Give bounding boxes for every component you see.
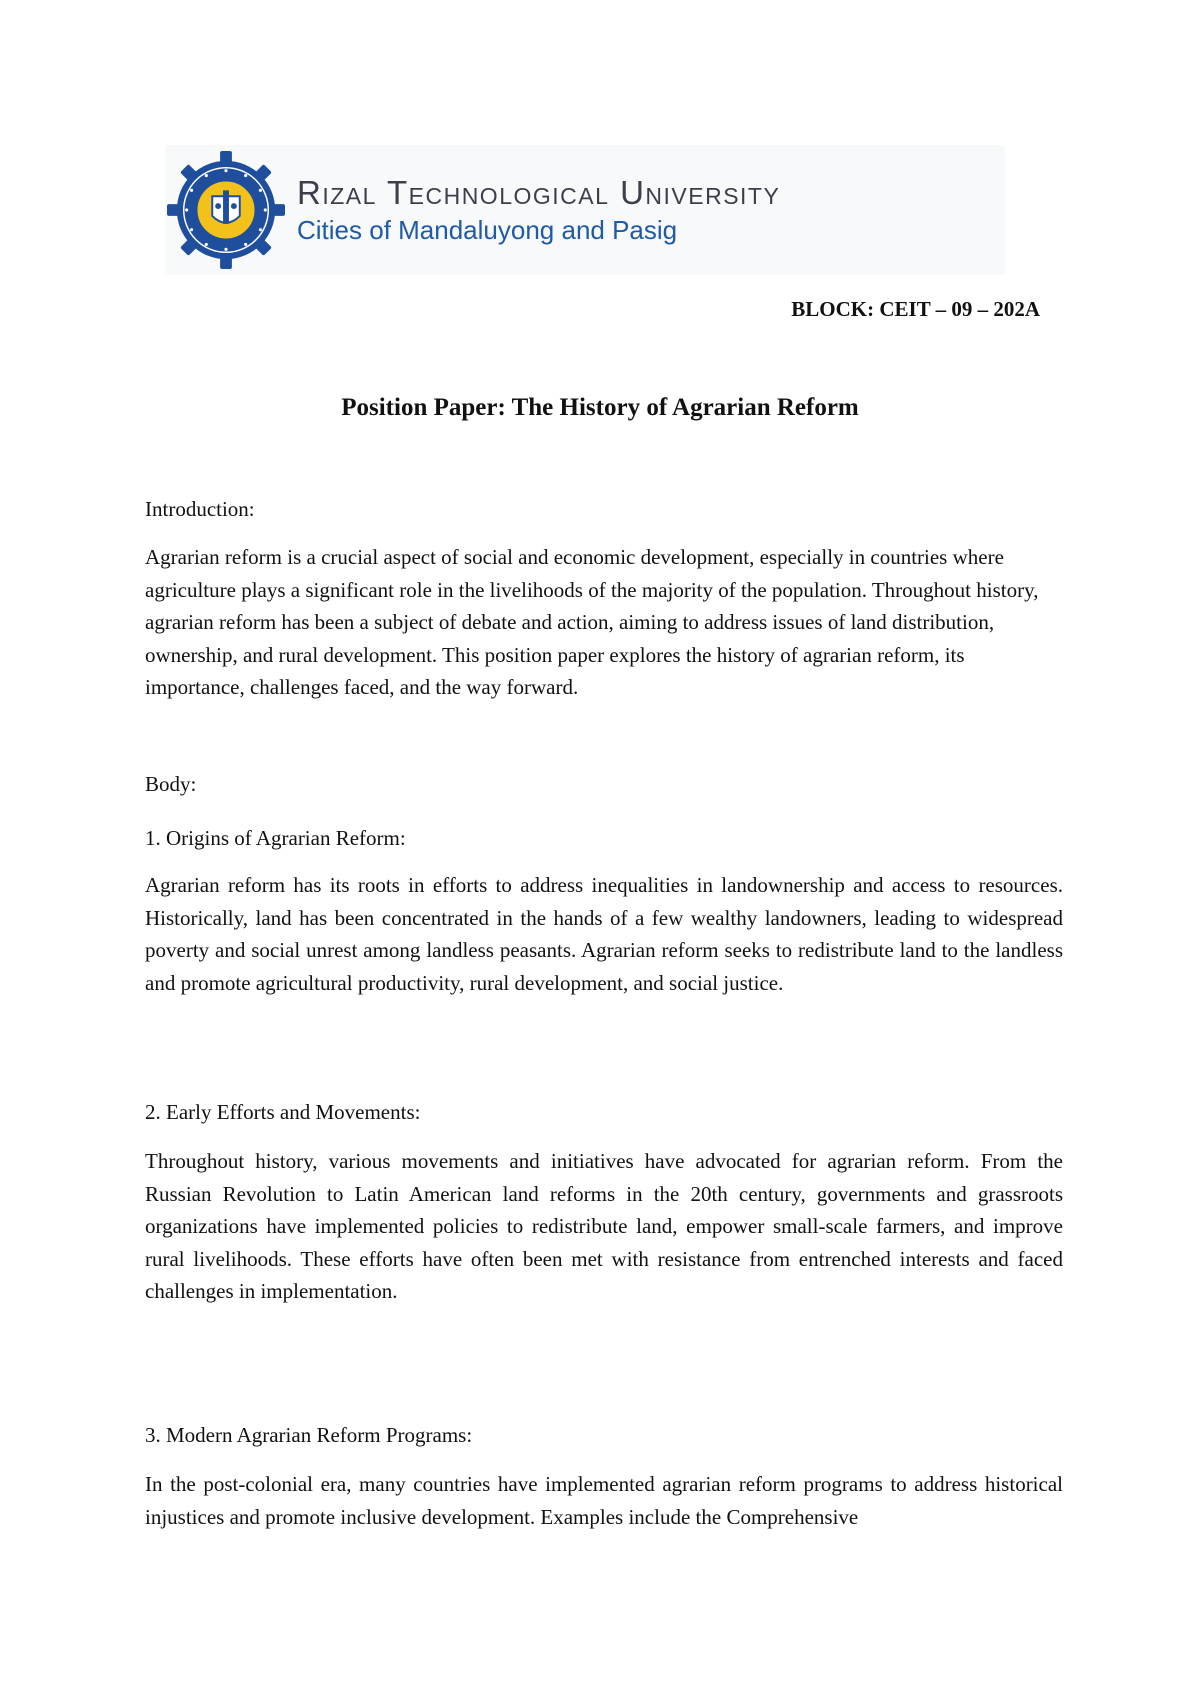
origins-heading: 1. Origins of Agrarian Reform:: [145, 826, 406, 850]
introduction-heading: Introduction:: [145, 497, 255, 521]
body-heading: Body:: [145, 772, 197, 796]
block-line: BLOCK: CEIT – 09 – 202A: [791, 297, 1040, 321]
modern-programs-heading: 3. Modern Agrarian Reform Programs:: [145, 1423, 473, 1447]
university-header: [165, 145, 1005, 275]
university-name: Rizal Technological University: [297, 173, 781, 211]
early-efforts-paragraph: Throughout history, various movements and initiatives have advocated for agrarian reform. From the Russian Revolution to Latin American land reforms in the 20th century, governments and grassroots organizations have implemented policies to redistribute land, empower small-scale farmers, and improve rural livelihoods. These efforts have often been met with resistance from entrenched interests and faced challenges in implementation.: [145, 1149, 1063, 1303]
origins-paragraph: Agrarian reform has its roots in efforts to address inequalities in landownership and access to resources. Historically, land has been concentrated in the hands of a few wealthy landowners, leading to widespread poverty and social unrest among landless peasants. Agrarian reform seeks to redistribute land to the landless and promote agricultural productivity, rural development, and social justice.: [145, 873, 1063, 995]
introduction-paragraph: Agrarian reform is a crucial aspect of social and economic development, especially in countries where agriculture plays a significant role in the livelihoods of the majority of the population. Throughout history, agrarian reform has been a subject of debate and action, aiming to address issues of land distribution, ownership, and rural development. This position paper explores the history of agrarian reform, its importance, challenges faced, and the way forward.: [145, 545, 1039, 699]
paper-title: Position Paper: The History of Agrarian Reform: [341, 394, 859, 421]
campus-name: Cities of Mandaluyong and Pasig: [297, 214, 678, 245]
early-efforts-heading: 2. Early Efforts and Movements:: [145, 1100, 421, 1124]
header-text: [297, 174, 780, 246]
modern-programs-paragraph: In the post-colonial era, many countries have implemented agrarian reform programs to address historical injustices and promote inclusive development. Examples include the Comprehensive: [145, 1472, 1063, 1529]
university-seal-logo: [167, 151, 285, 269]
